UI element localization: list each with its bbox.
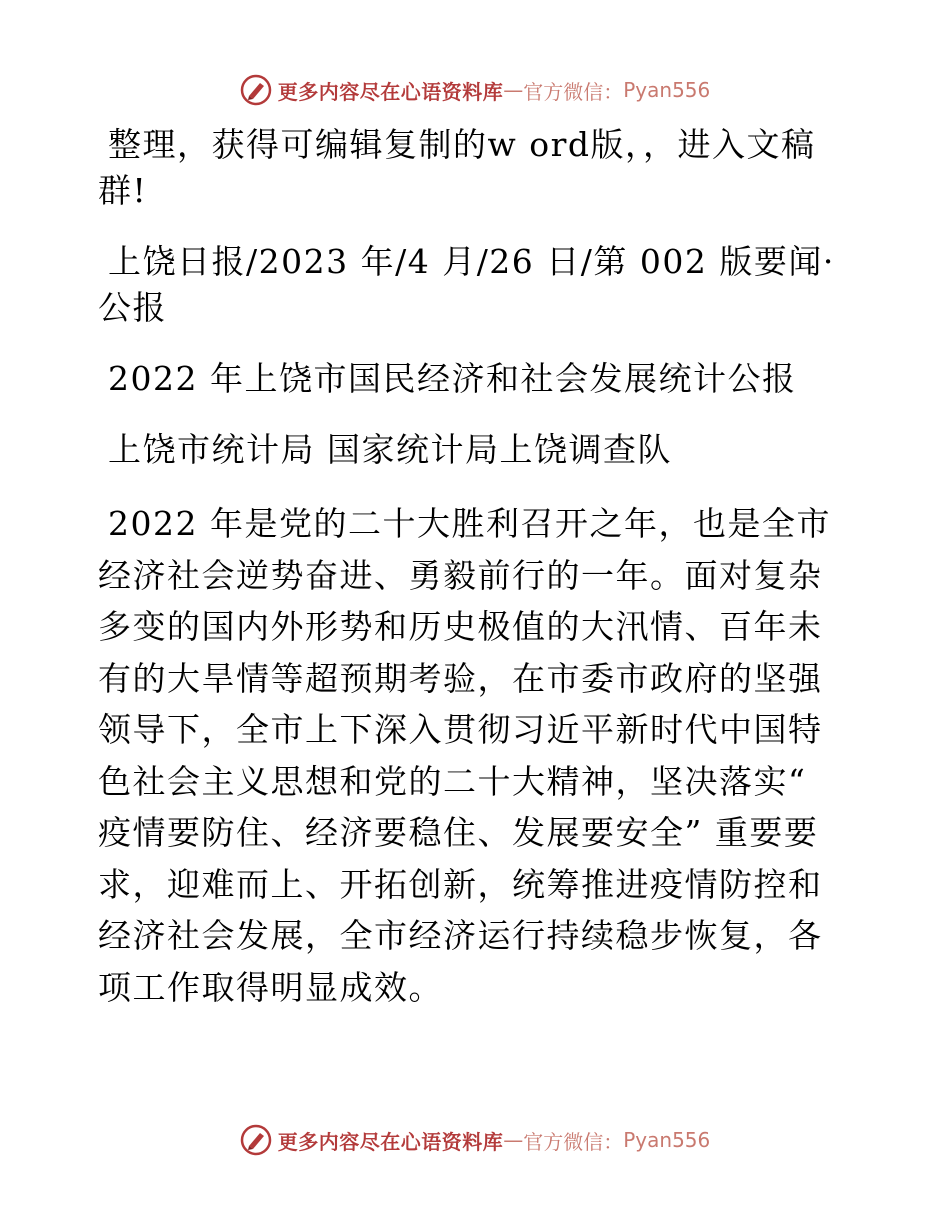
document-title: 2022 年上饶市国民经济和社会发展统计公报 — [108, 359, 797, 398]
footer-banner — [0, 1120, 950, 1160]
header-dash: — — [503, 78, 524, 102]
source-line: 上饶日报/2023 年/4 月/26 日/第 002 版要闻·公报 — [98, 242, 835, 327]
body-paragraph: 2022 年是党的二十大胜利召开之年，也是全市经济社会逆势奋进、勇毅前行的一年。面对复杂多变的国内外形势和历史极值的大汛情、百年未有的大旱情等超预期考验，在市委市政府的坚强领导下，全市上下深入贯彻习近平新时代中国特色社会主义思想和党的二十大精神，坚决落实“ 疫情要防住、经济要稳住、发展要安全” 重要要求，迎难而上、开拓创新，统筹推进疫情防控和经济社会发展，全市经济运行持续稳步恢复，各项工作取得明显成效。 — [98, 504, 831, 1007]
logo-icon — [240, 1124, 272, 1156]
footer-wechat-id: Pyan556 — [623, 1128, 711, 1152]
authors-line: 上饶市统计局 国家统计局上饶调查队 — [108, 430, 672, 469]
footer-dash: — — [503, 1128, 524, 1152]
logo-icon — [240, 74, 272, 106]
document-body — [98, 122, 850, 1013]
header-wechat-id: Pyan556 — [623, 78, 711, 102]
footer-banner-text: 更多内容尽在心语资料库 — [277, 1129, 504, 1154]
intro-text: 整理，获得可编辑复制的w ord版，，进入文稿群! — [98, 125, 816, 210]
footer-wechat-label: 官方微信： — [523, 1129, 624, 1154]
header-wechat-label: 官方微信： — [523, 79, 624, 104]
header-banner-text: 更多内容尽在心语资料库 — [277, 79, 504, 104]
header-banner — [0, 70, 950, 110]
